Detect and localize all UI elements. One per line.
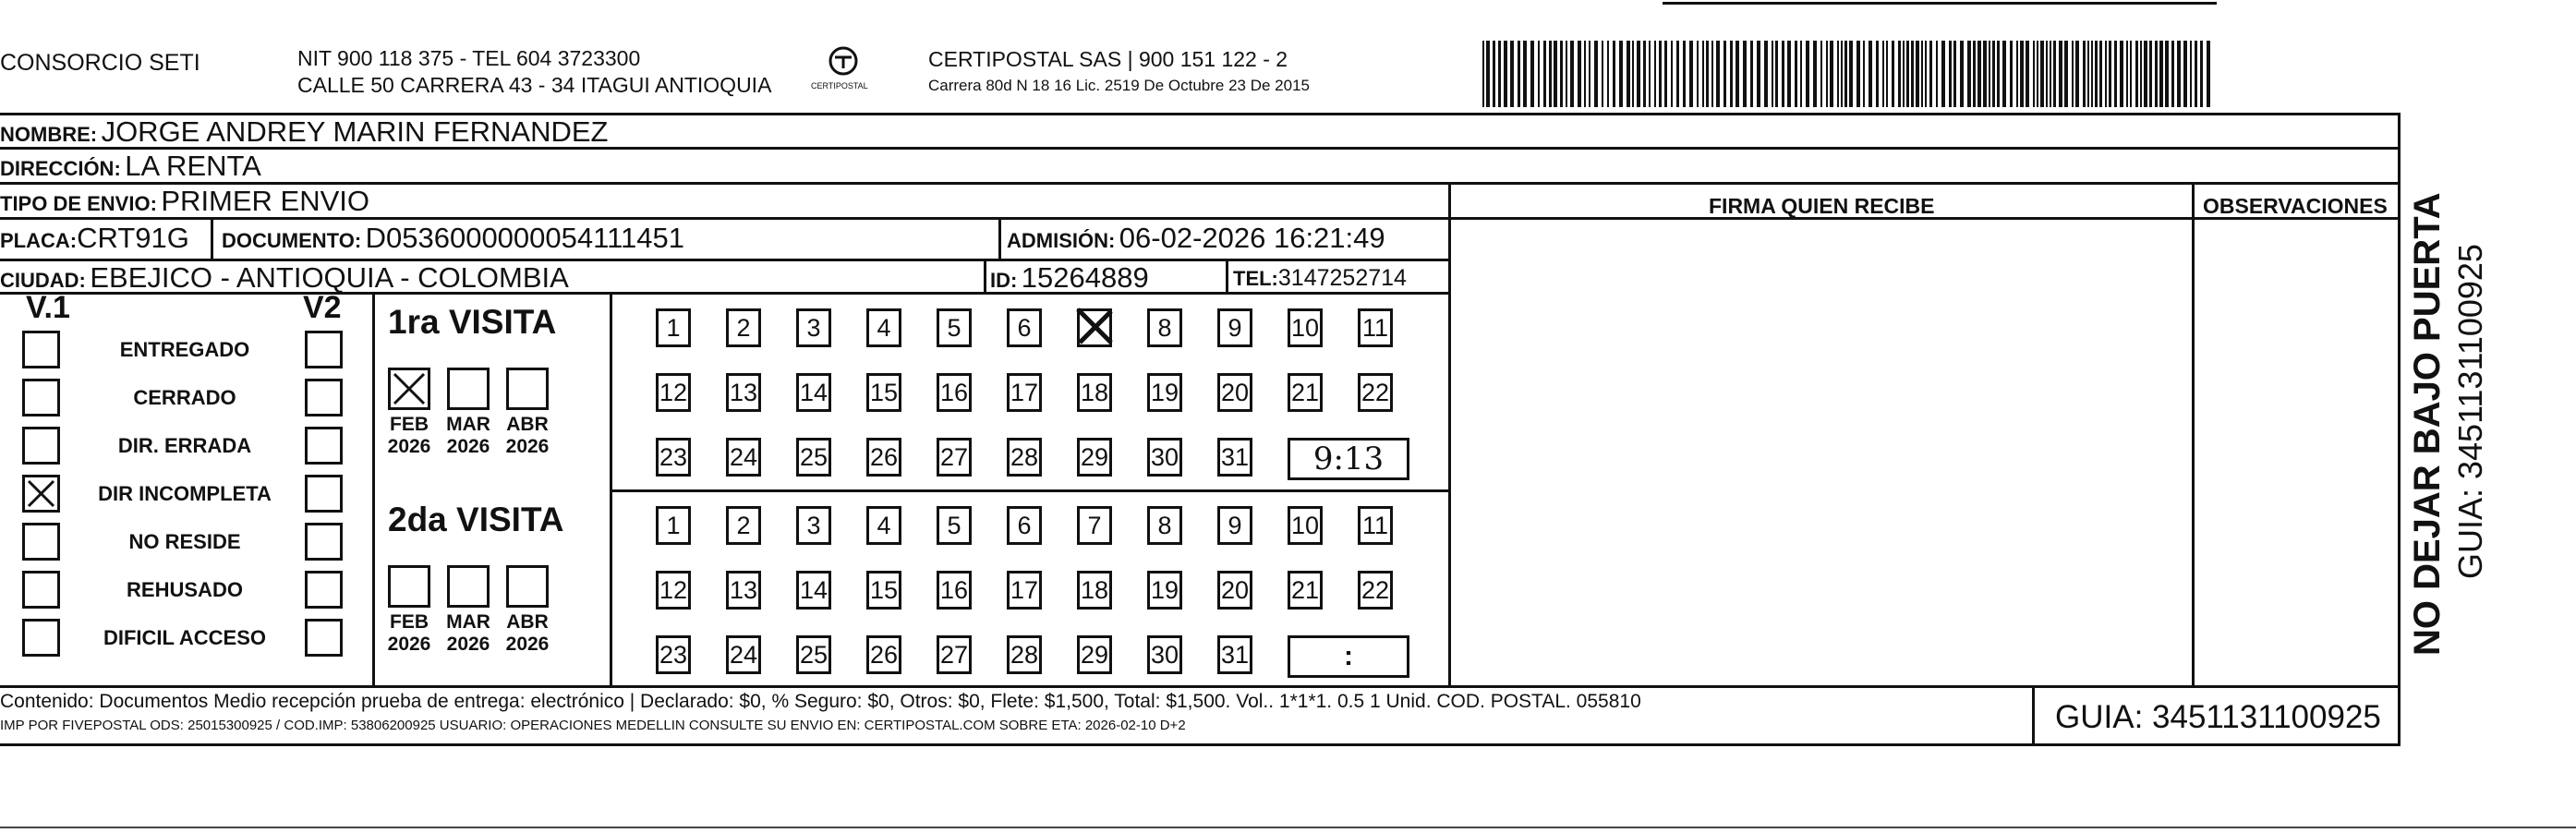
status-option-label: CERRADO bbox=[133, 386, 236, 409]
day-cell[interactable]: 17 bbox=[1007, 571, 1042, 610]
v2-checkbox[interactable] bbox=[305, 379, 343, 416]
barcode-bar bbox=[1584, 41, 1586, 107]
day-cell[interactable]: 12 bbox=[656, 373, 691, 412]
barcode-bar bbox=[1570, 41, 1574, 107]
day-cell[interactable]: 24 bbox=[726, 438, 761, 477]
day-cell[interactable]: 21 bbox=[1288, 373, 1323, 412]
day-cell[interactable]: 28 bbox=[1007, 635, 1042, 674]
month-year: 2026 bbox=[505, 436, 550, 457]
tel-value: 3147252714 bbox=[1277, 265, 1407, 291]
barcode-bar bbox=[2190, 41, 2192, 107]
barcode-bar bbox=[2050, 41, 2051, 107]
barcode-bar bbox=[1795, 41, 1797, 107]
barcode-bar bbox=[1997, 41, 2000, 107]
barcode-bar bbox=[1594, 41, 1598, 107]
v1-checkbox[interactable] bbox=[22, 475, 60, 513]
day-cell[interactable]: 5 bbox=[937, 506, 972, 545]
barcode-bar bbox=[1869, 41, 1872, 107]
barcode-bar bbox=[2130, 41, 2132, 107]
barcode-bar bbox=[1632, 41, 1634, 107]
day-cell[interactable]: 11 bbox=[1358, 308, 1393, 347]
footer-imp: IMP POR FIVEPOSTAL ODS: 25015300925 / COD.IMP: 53806200925 USUARIO: OPERACIONES MEDELLIN CONSULTE SU ENVIO EN: CERTIPOSTAL.COM SOBRE ETA: 2026-02-10 D+2 bbox=[0, 718, 1186, 733]
day-cell[interactable]: 4 bbox=[866, 308, 901, 347]
day-cell[interactable]: 29 bbox=[1077, 438, 1112, 477]
barcode-bar bbox=[1953, 41, 1956, 107]
v2-checkbox[interactable] bbox=[305, 331, 343, 368]
day-cell[interactable]: 10 bbox=[1288, 506, 1323, 545]
barcode-bar bbox=[1566, 41, 1567, 107]
v1-checkbox[interactable] bbox=[22, 379, 60, 416]
observaciones-label: OBSERVACIONES bbox=[2203, 194, 2388, 218]
company-nit-tel: NIT 900 118 375 - TEL 604 3723300 bbox=[297, 46, 641, 70]
barcode-bar bbox=[2095, 41, 2098, 107]
month-name: ABR bbox=[506, 414, 549, 435]
day-cell[interactable]: 4 bbox=[866, 506, 901, 545]
barcode-bar bbox=[1911, 41, 1914, 107]
barcode-bar bbox=[1837, 41, 1839, 107]
day-cell[interactable]: 27 bbox=[937, 635, 972, 674]
day-cell[interactable]: 29 bbox=[1077, 635, 1112, 674]
day-cell[interactable]: 12 bbox=[656, 571, 691, 610]
barcode-bar bbox=[1723, 41, 1726, 107]
admision-label: ADMISIÓN: bbox=[1007, 229, 1116, 252]
barcode-bar bbox=[2155, 41, 2158, 107]
day-cell[interactable]: 6 bbox=[1007, 506, 1042, 545]
day-cell[interactable]: 6 bbox=[1007, 308, 1042, 347]
barcode-bar bbox=[2033, 41, 2035, 107]
barcode-bar bbox=[1800, 41, 1802, 107]
barcode-bar bbox=[1613, 41, 1615, 107]
day-cell[interactable]: 28 bbox=[1007, 438, 1042, 477]
direccion-label: DIRECCIÓN: bbox=[0, 157, 121, 180]
day-cell[interactable]: 30 bbox=[1147, 438, 1182, 477]
certipostal-logo: CERTIPOSTAL bbox=[811, 44, 876, 100]
nombre-label: NOMBRE: bbox=[0, 123, 98, 146]
day-cell[interactable]: 27 bbox=[937, 438, 972, 477]
day-cell[interactable]: 21 bbox=[1288, 571, 1323, 610]
admision-value: 06-02-2026 16:21:49 bbox=[1119, 222, 1385, 254]
visit-title: 1ra VISITA bbox=[388, 303, 557, 341]
barcode-bar bbox=[2091, 41, 2093, 107]
month-label bbox=[441, 414, 496, 458]
barcode-bar bbox=[1706, 41, 1709, 107]
barcode-bar bbox=[1560, 41, 1563, 107]
barcode-bar bbox=[1863, 41, 1865, 107]
status-option-label: DIR. ERRADA bbox=[117, 434, 252, 457]
barcode-bar bbox=[1977, 41, 1981, 107]
barcode-bar bbox=[1643, 41, 1646, 107]
placa-value: CRT91G bbox=[77, 222, 189, 254]
barcode-bar bbox=[2171, 41, 2174, 107]
barcode-bar bbox=[1844, 41, 1847, 107]
documento-value: D0536000000054111451 bbox=[365, 222, 684, 254]
v1-checkbox[interactable] bbox=[22, 523, 60, 561]
barcode-bar bbox=[2140, 41, 2142, 107]
barcode-bar bbox=[1504, 41, 1507, 107]
side-guia-panel bbox=[2446, 148, 2492, 656]
day-cell[interactable]: 15 bbox=[866, 373, 901, 412]
barcode-bar bbox=[2195, 41, 2197, 107]
barcode-bar bbox=[2064, 41, 2068, 107]
barcode-bar bbox=[1787, 41, 1791, 107]
barcode bbox=[1482, 41, 2221, 107]
barcode-bar bbox=[1820, 41, 1822, 107]
barcode-bar bbox=[2149, 41, 2152, 107]
day-cell[interactable]: 13 bbox=[726, 373, 761, 412]
barcode-bar bbox=[1518, 41, 1520, 107]
barcode-bar bbox=[1967, 41, 1971, 107]
barcode-bar bbox=[1925, 41, 1927, 107]
barcode-bar bbox=[1757, 41, 1760, 107]
v1-checkbox[interactable] bbox=[22, 331, 60, 368]
barcode-bar bbox=[1898, 41, 1901, 107]
barcode-bar bbox=[1886, 41, 1888, 107]
v2-checkbox[interactable] bbox=[305, 427, 343, 465]
barcode-bar bbox=[2144, 41, 2147, 107]
status-option-label: REHUSADO bbox=[127, 578, 243, 601]
barcode-bar bbox=[1578, 41, 1581, 107]
day-cell[interactable]: 3 bbox=[796, 506, 831, 545]
barcode-bar bbox=[1806, 41, 1809, 107]
barcode-bar bbox=[1830, 41, 1833, 107]
barcode-bar bbox=[2114, 41, 2117, 107]
barcode-bar bbox=[1892, 41, 1894, 107]
firma-label: FIRMA QUIEN RECIBE bbox=[1709, 194, 1935, 218]
barcode-bar bbox=[1882, 41, 1884, 107]
day-cell[interactable]: 22 bbox=[1358, 571, 1393, 610]
day-cell[interactable]: 10 bbox=[1288, 308, 1323, 347]
day-cell[interactable]: 14 bbox=[796, 373, 831, 412]
barcode-bar bbox=[1960, 41, 1964, 107]
barcode-bar bbox=[1659, 41, 1662, 107]
placa-label: PLACA: bbox=[0, 229, 78, 252]
barcode-bar bbox=[1841, 41, 1843, 107]
barcode-bar bbox=[2016, 41, 2018, 107]
barcode-bar bbox=[1510, 41, 1514, 107]
day-cell[interactable]: 8 bbox=[1147, 308, 1182, 347]
barcode-bar bbox=[1697, 41, 1699, 107]
barcode-bar bbox=[1676, 41, 1679, 107]
tipo-value: PRIMER ENVIO bbox=[161, 185, 370, 217]
v1-checkbox[interactable] bbox=[22, 571, 60, 609]
day-cell[interactable]: 16 bbox=[937, 571, 972, 610]
day-cell[interactable] bbox=[1077, 308, 1112, 347]
day-cell[interactable]: 9 bbox=[1217, 506, 1252, 545]
barcode-bar bbox=[1849, 41, 1853, 107]
month-year: 2026 bbox=[505, 634, 550, 655]
day-cell[interactable]: 20 bbox=[1217, 571, 1252, 610]
barcode-bar bbox=[2159, 41, 2163, 107]
barcode-bar bbox=[1702, 41, 1704, 107]
certipostal-license: Carrera 80d N 18 16 Lic. 2519 De Octubre 23 De 2015 bbox=[928, 77, 1310, 94]
v1-checkbox[interactable] bbox=[22, 619, 60, 657]
v1-label: V.1 bbox=[26, 290, 70, 325]
barcode-bar bbox=[2165, 41, 2169, 107]
barcode-bar bbox=[1916, 41, 1919, 107]
day-cell[interactable]: 31 bbox=[1217, 438, 1252, 477]
month-name: FEB bbox=[390, 414, 429, 435]
month-label bbox=[381, 414, 437, 458]
day-cell[interactable]: 31 bbox=[1217, 635, 1252, 674]
day-cell[interactable]: 15 bbox=[866, 571, 901, 610]
day-cell[interactable]: 1 bbox=[656, 506, 691, 545]
barcode-bar bbox=[2207, 41, 2210, 107]
day-cell[interactable]: 23 bbox=[656, 635, 691, 674]
barcode-bar bbox=[2075, 41, 2079, 107]
barcode-bar bbox=[2010, 41, 2013, 107]
company-name: CONSORCIO SETI bbox=[0, 50, 200, 76]
day-cell[interactable]: 11 bbox=[1358, 506, 1393, 545]
barcode-bar bbox=[2126, 41, 2128, 107]
barcode-bar bbox=[1654, 41, 1656, 107]
barcode-bar bbox=[1775, 41, 1778, 107]
month-checkbox[interactable] bbox=[447, 565, 490, 608]
barcode-bar bbox=[1627, 41, 1630, 107]
visit-time-box[interactable]: : bbox=[1288, 635, 1409, 678]
barcode-bar bbox=[1530, 41, 1534, 107]
barcode-bar bbox=[1921, 41, 1923, 107]
barcode-bar bbox=[1523, 41, 1527, 107]
month-year: 2026 bbox=[387, 436, 431, 457]
day-cell[interactable]: 3 bbox=[796, 308, 831, 347]
barcode-bar bbox=[2020, 41, 2024, 107]
month-checkbox[interactable] bbox=[447, 368, 490, 410]
day-cell[interactable]: 24 bbox=[726, 635, 761, 674]
observations-area[interactable] bbox=[2195, 220, 2397, 684]
nombre-value: JORGE ANDREY MARIN FERNANDEZ bbox=[101, 115, 609, 148]
month-checkbox[interactable] bbox=[388, 565, 430, 608]
signature-area[interactable] bbox=[1452, 220, 2191, 684]
barcode-bar bbox=[1482, 41, 1484, 107]
barcode-bar bbox=[1637, 41, 1640, 107]
barcode-bar bbox=[1941, 41, 1945, 107]
barcode-bar bbox=[1554, 41, 1557, 107]
visit-title: 2da VISITA bbox=[388, 501, 564, 538]
barcode-bar bbox=[1743, 41, 1747, 107]
visit-time-box[interactable]: 9:13 bbox=[1288, 438, 1409, 480]
month-year: 2026 bbox=[387, 634, 431, 655]
barcode-bar bbox=[1949, 41, 1952, 107]
day-cell[interactable]: 22 bbox=[1358, 373, 1393, 412]
barcode-bar bbox=[1602, 41, 1603, 107]
barcode-bar bbox=[1772, 41, 1773, 107]
barcode-bar bbox=[2037, 41, 2038, 107]
barcode-bar bbox=[1903, 41, 1905, 107]
barcode-bar bbox=[1664, 41, 1667, 107]
day-cell[interactable]: 23 bbox=[656, 438, 691, 477]
barcode-bar bbox=[1876, 41, 1879, 107]
v2-checkbox[interactable] bbox=[305, 571, 343, 609]
month-name: ABR bbox=[506, 611, 549, 633]
barcode-bar bbox=[1486, 41, 1490, 107]
status-option-label: DIR INCOMPLETA bbox=[98, 482, 272, 505]
barcode-bar bbox=[1538, 41, 1540, 107]
barcode-bar bbox=[1716, 41, 1720, 107]
status-option-label: NO RESIDE bbox=[128, 530, 241, 553]
month-checkbox[interactable] bbox=[388, 368, 430, 410]
barcode-bar bbox=[1671, 41, 1673, 107]
barcode-bar bbox=[1764, 41, 1768, 107]
barcode-bar bbox=[1498, 41, 1501, 107]
day-cell[interactable]: 5 bbox=[937, 308, 972, 347]
day-cell[interactable]: 16 bbox=[937, 373, 972, 412]
barcode-bar bbox=[2109, 41, 2111, 107]
ciudad-value: EBEJICO - ANTIOQUIA - COLOMBIA bbox=[90, 261, 569, 294]
tel-label: TEL: bbox=[1233, 267, 1278, 290]
month-year: 2026 bbox=[446, 436, 490, 457]
day-cell[interactable]: 25 bbox=[796, 635, 831, 674]
barcode-bar bbox=[2105, 41, 2107, 107]
month-name: MAR bbox=[446, 414, 490, 435]
month-label bbox=[500, 611, 555, 656]
barcode-bar bbox=[1689, 41, 1693, 107]
barcode-bar bbox=[1782, 41, 1784, 107]
day-cell[interactable]: 17 bbox=[1007, 373, 1042, 412]
month-checkbox[interactable] bbox=[506, 565, 549, 608]
day-cell[interactable]: 2 bbox=[726, 506, 761, 545]
barcode-bar bbox=[1973, 41, 1976, 107]
barcode-bar bbox=[1813, 41, 1817, 107]
barcode-bar bbox=[1619, 41, 1623, 107]
barcode-bar bbox=[1983, 41, 1987, 107]
barcode-bar bbox=[1750, 41, 1753, 107]
status-option-label: DIFICIL ACCESO bbox=[103, 626, 266, 649]
month-checkbox[interactable] bbox=[506, 368, 549, 410]
barcode-bar bbox=[1826, 41, 1828, 107]
barcode-bar bbox=[2026, 41, 2029, 107]
barcode-bar bbox=[1493, 41, 1495, 107]
barcode-bar bbox=[1683, 41, 1686, 107]
barcode-bar bbox=[2099, 41, 2102, 107]
barcode-bar bbox=[2046, 41, 2048, 107]
barcode-bar bbox=[1735, 41, 1739, 107]
day-cell[interactable]: 19 bbox=[1147, 373, 1182, 412]
day-cell[interactable]: 1 bbox=[656, 308, 691, 347]
barcode-bar bbox=[1856, 41, 1860, 107]
footer-contenido: Contenido: Documentos Medio recepción prueba de entrega: electrónico | Declarado: $0, % Seguro: $0, Otros: $0, Flete: $1,500, Total: $1,500. Vol.. 1*1*1. 0.5 1 Unid. COD. POSTAL. 055810 bbox=[0, 691, 1641, 712]
barcode-bar bbox=[2083, 41, 2086, 107]
v2-checkbox[interactable] bbox=[305, 619, 343, 657]
day-cell[interactable]: 18 bbox=[1077, 373, 1112, 412]
certipostal-info: CERTIPOSTAL SAS | 900 151 122 - 2 bbox=[928, 47, 1288, 71]
day-cell[interactable]: 14 bbox=[796, 571, 831, 610]
barcode-bar bbox=[2120, 41, 2123, 107]
day-cell[interactable]: 30 bbox=[1147, 635, 1182, 674]
barcode-bar bbox=[1929, 41, 1932, 107]
month-label bbox=[500, 414, 555, 458]
no-dejar-bajo-puerta: NO DEJAR BAJO PUERTA bbox=[2407, 192, 2448, 656]
barcode-bar bbox=[2135, 41, 2138, 107]
ciudad-label: CIUDAD: bbox=[0, 269, 86, 292]
barcode-bar bbox=[1589, 41, 1590, 107]
company-address: CALLE 50 CARRERA 43 - 34 ITAGUI ANTIOQUIA bbox=[297, 73, 772, 97]
barcode-bar bbox=[1936, 41, 1938, 107]
month-name: MAR bbox=[446, 611, 490, 633]
day-cell[interactable]: 26 bbox=[866, 635, 901, 674]
bottom-edge bbox=[0, 827, 2576, 828]
day-cell[interactable]: 9 bbox=[1217, 308, 1252, 347]
v2-checkbox[interactable] bbox=[305, 523, 343, 561]
id-value: 15264889 bbox=[1021, 261, 1149, 294]
top-rule bbox=[1663, 2, 2217, 5]
day-cell[interactable]: 13 bbox=[726, 571, 761, 610]
barcode-bar bbox=[1989, 41, 1990, 107]
barcode-bar bbox=[1906, 41, 1909, 107]
day-cell[interactable]: 7 bbox=[1077, 506, 1112, 545]
month-year: 2026 bbox=[446, 634, 490, 655]
barcode-bar bbox=[2053, 41, 2056, 107]
month-label bbox=[441, 611, 496, 656]
month-label bbox=[381, 611, 437, 656]
barcode-bar bbox=[1730, 41, 1733, 107]
barcode-bar bbox=[2087, 41, 2089, 107]
day-cell[interactable]: 19 bbox=[1147, 571, 1182, 610]
barcode-bar bbox=[2183, 41, 2187, 107]
barcode-bar bbox=[1992, 41, 1995, 107]
day-cell[interactable]: 8 bbox=[1147, 506, 1182, 545]
barcode-bar bbox=[2177, 41, 2181, 107]
barcode-bar bbox=[2059, 41, 2062, 107]
status-option-label: ENTREGADO bbox=[119, 338, 250, 361]
day-cell[interactable]: 2 bbox=[726, 308, 761, 347]
month-name: FEB bbox=[390, 611, 429, 633]
barcode-bar bbox=[1711, 41, 1713, 107]
direccion-value: LA RENTA bbox=[125, 150, 261, 182]
v2-label: V2 bbox=[303, 290, 342, 325]
barcode-bar bbox=[1543, 41, 1546, 107]
barcode-bar bbox=[2072, 41, 2074, 107]
footer-guia: GUIA: 3451131100925 bbox=[2055, 699, 2381, 735]
id-label: ID: bbox=[990, 269, 1018, 292]
barcode-bar bbox=[1549, 41, 1552, 107]
tipo-label: TIPO DE ENVIO: bbox=[0, 192, 157, 215]
v2-checkbox[interactable] bbox=[305, 475, 343, 513]
day-cell[interactable]: 20 bbox=[1217, 373, 1252, 412]
barcode-bar bbox=[1649, 41, 1651, 107]
barcode-bar bbox=[2002, 41, 2006, 107]
barcode-bar bbox=[1607, 41, 1609, 107]
v1-checkbox[interactable] bbox=[22, 427, 60, 465]
barcode-bar bbox=[2200, 41, 2203, 107]
side-guia: GUIA: 3451131100925 bbox=[2451, 244, 2489, 579]
barcode-bar bbox=[2040, 41, 2044, 107]
day-cell[interactable]: 25 bbox=[796, 438, 831, 477]
documento-label: DOCUMENTO: bbox=[222, 229, 362, 252]
day-cell[interactable]: 26 bbox=[866, 438, 901, 477]
day-cell[interactable]: 18 bbox=[1077, 571, 1112, 610]
